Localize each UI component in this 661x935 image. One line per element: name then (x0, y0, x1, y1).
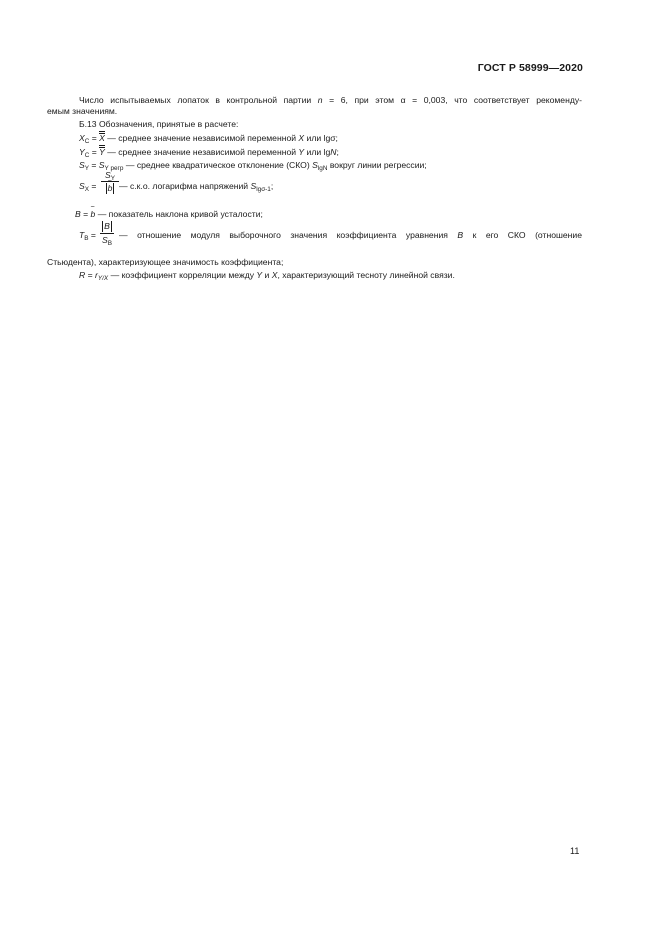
definition-tb-text: — отношение модуля выборочного значения коэффициента уравнения B к его СКО (отношение (119, 230, 582, 240)
fraction-sx (101, 170, 119, 194)
paragraph-line (79, 95, 582, 106)
paragraph-line: емым значениям. (47, 106, 118, 116)
numerator: $S_Y$ (101, 170, 119, 182)
fraction-tb (100, 221, 114, 246)
text: = 6, при этом (322, 95, 401, 105)
definition-sx-lhs: $S_X$ = (79, 181, 97, 193)
page-number: 11 (570, 846, 580, 856)
definition-tb-lhs: $T_B$ = (79, 230, 96, 242)
text: Число испытываемых лопаток в контрольной партии (79, 95, 318, 105)
text: = 0,003, что соответствует рекоменду- (405, 95, 582, 105)
definition-sx-text: — с.к.о. логарифма напряжений $S_{lg\sigma-1}$; (119, 181, 274, 193)
definition-r: $R = r_{Y/X}$ — коэффициент корреляции между Y и X, характеризующий тесноту линейной связи. (79, 270, 455, 282)
numerator: B (100, 221, 114, 234)
denominator: b ~ (101, 182, 119, 194)
definition-xc: $X_C = X$ — среднее значение независимой переменной X или lgσ; (79, 133, 338, 145)
definition-b: B = b ~ — показатель наклона кривой усталости; (75, 209, 263, 220)
document-header: ГОСТ Р 58999—2020 (477, 62, 583, 74)
symbol: α (400, 95, 406, 105)
denominator: $S_B$ (102, 235, 112, 247)
definition-sy: $S_Y = S_{Y регр}$ — среднее квадратическое отклонение (СКО) $S_{lgN}$ вокруг линии регрессии; (79, 160, 427, 172)
definition-yc: $Y_C = Y$ — среднее значение независимой переменной Y или lgN; (79, 147, 339, 159)
section-heading: Б.13 Обозначения, принятые в расчете: (79, 119, 239, 129)
definition-tb-continuation: Стьюдента), характеризующее значимость коэффициента; (47, 257, 284, 267)
variable: n (317, 95, 323, 105)
